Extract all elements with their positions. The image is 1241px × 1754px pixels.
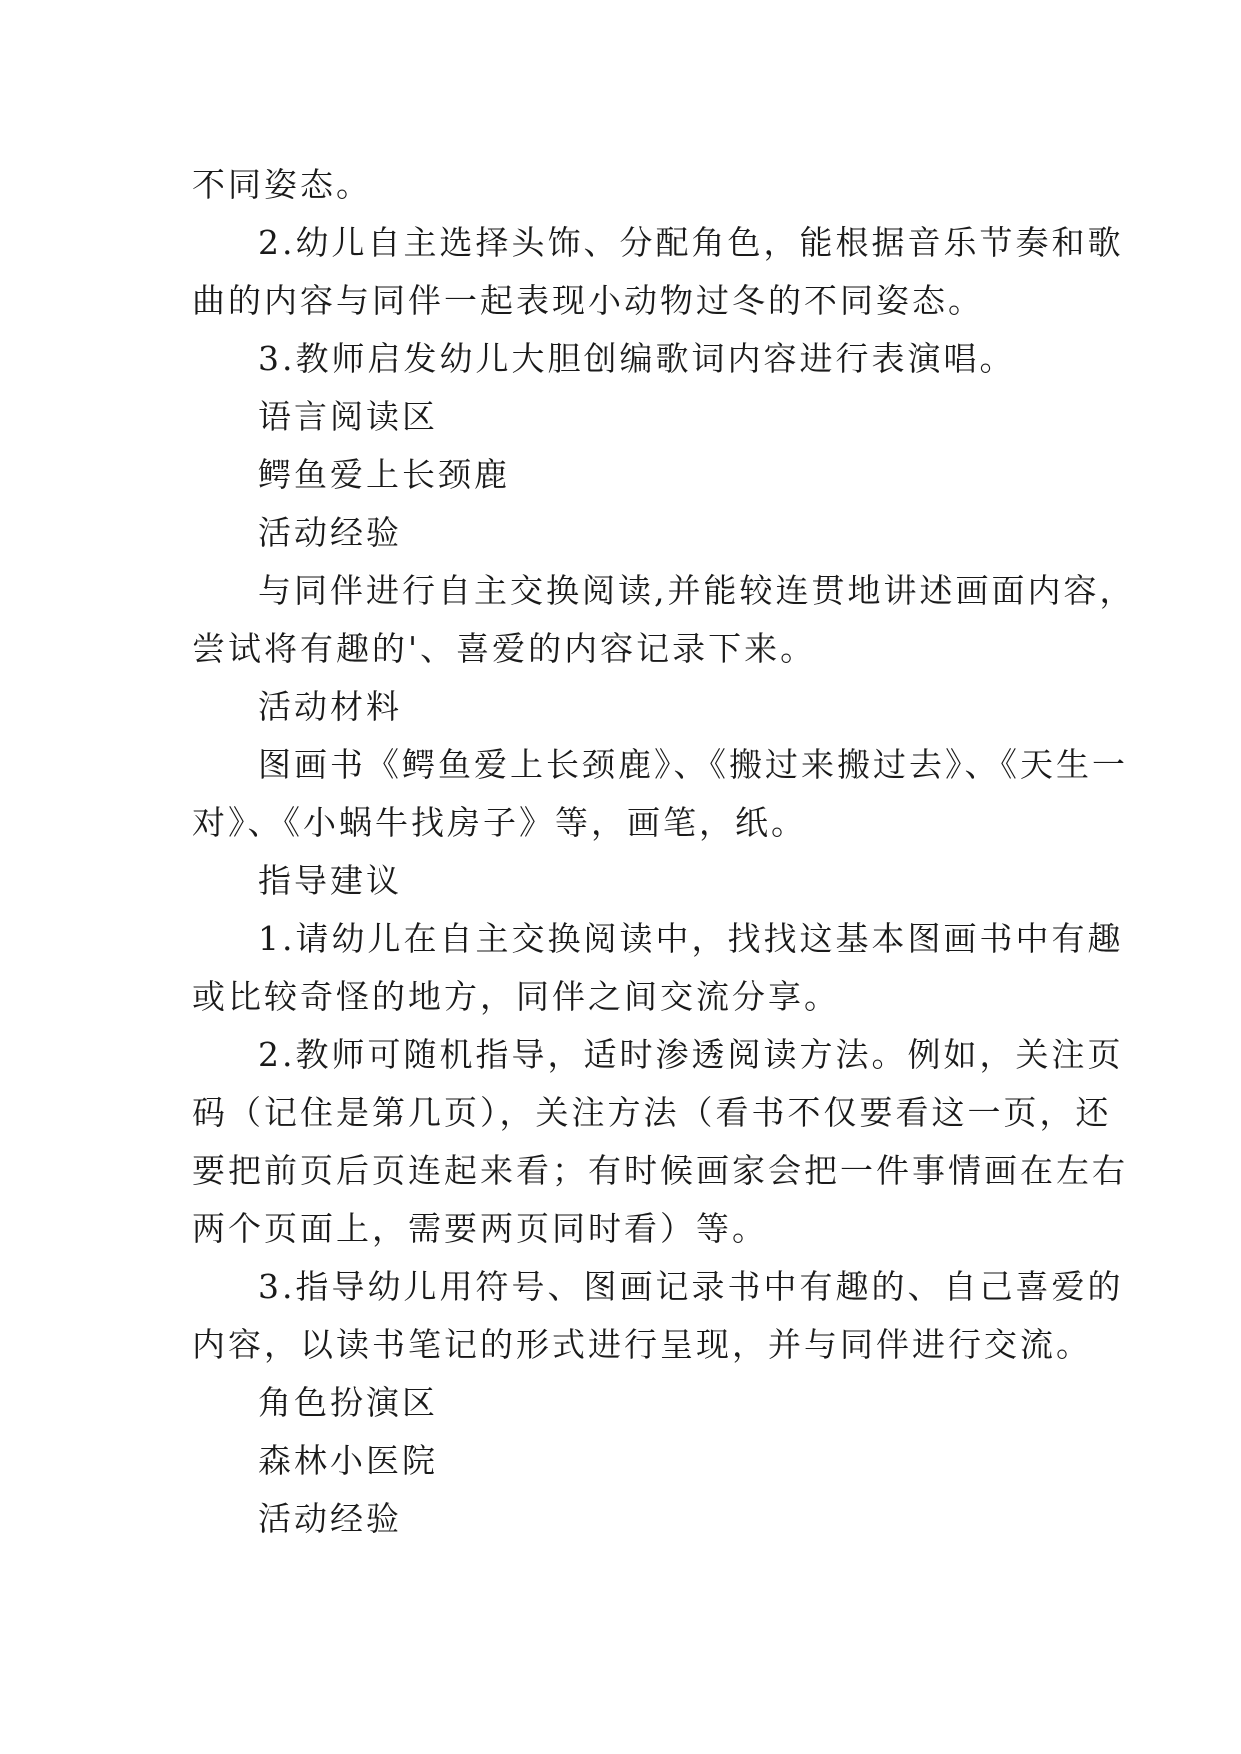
text-line: 或比较奇怪的地方，同伴之间交流分享。 [192, 977, 840, 1016]
text-line: 2.教师可随机指导，适时渗透阅读方法。例如，关注页 [258, 1035, 1124, 1074]
text-line: 不同姿态。 [192, 165, 372, 204]
section-heading: 语言阅读区 [258, 397, 438, 436]
text-line: 1.请幼儿在自主交换阅读中，找找这基本图画书中有趣 [258, 919, 1124, 958]
subheading: 活动经验 [258, 513, 402, 552]
text-line: 3.教师启发幼儿大胆创编歌词内容进行表演唱。 [258, 339, 1016, 378]
text-line: 与同伴进行自主交换阅读,并能较连贯地讲述画面内容， [258, 571, 1136, 610]
subheading: 指导建议 [258, 861, 402, 900]
subheading: 活动材料 [258, 687, 402, 726]
text-line: 尝试将有趣的'、喜爱的内容记录下来。 [192, 629, 817, 668]
section-heading: 角色扮演区 [258, 1383, 438, 1422]
text-line: 两个页面上，需要两页同时看）等。 [192, 1209, 768, 1248]
text-line: 曲的内容与同伴一起表现小动物过冬的不同姿态。 [192, 281, 984, 320]
text-line: 码（记住是第几页），关注方法（看书不仅要看这一页，还 [192, 1093, 1112, 1132]
text-line: 2.幼儿自主选择头饰、分配角色，能根据音乐节奏和歌 [258, 223, 1124, 262]
subheading: 活动经验 [258, 1499, 402, 1538]
text-line: 图画书《鳄鱼爱上长颈鹿》、《搬过来搬过去》、《天生一 [258, 745, 1128, 784]
text-line: 3.指导幼儿用符号、图画记录书中有趣的、自己喜爱的 [258, 1267, 1124, 1306]
text-line: 内容，以读书笔记的形式进行呈现，并与同伴进行交流。 [192, 1325, 1092, 1364]
activity-title: 森林小医院 [258, 1441, 438, 1480]
text-line: 要把前页后页连起来看；有时候画家会把一件事情画在左右 [192, 1151, 1128, 1190]
text-line: 对》、《小蜗牛找房子》等，画笔，纸。 [192, 803, 807, 842]
activity-title: 鳄鱼爱上长颈鹿 [258, 455, 510, 494]
